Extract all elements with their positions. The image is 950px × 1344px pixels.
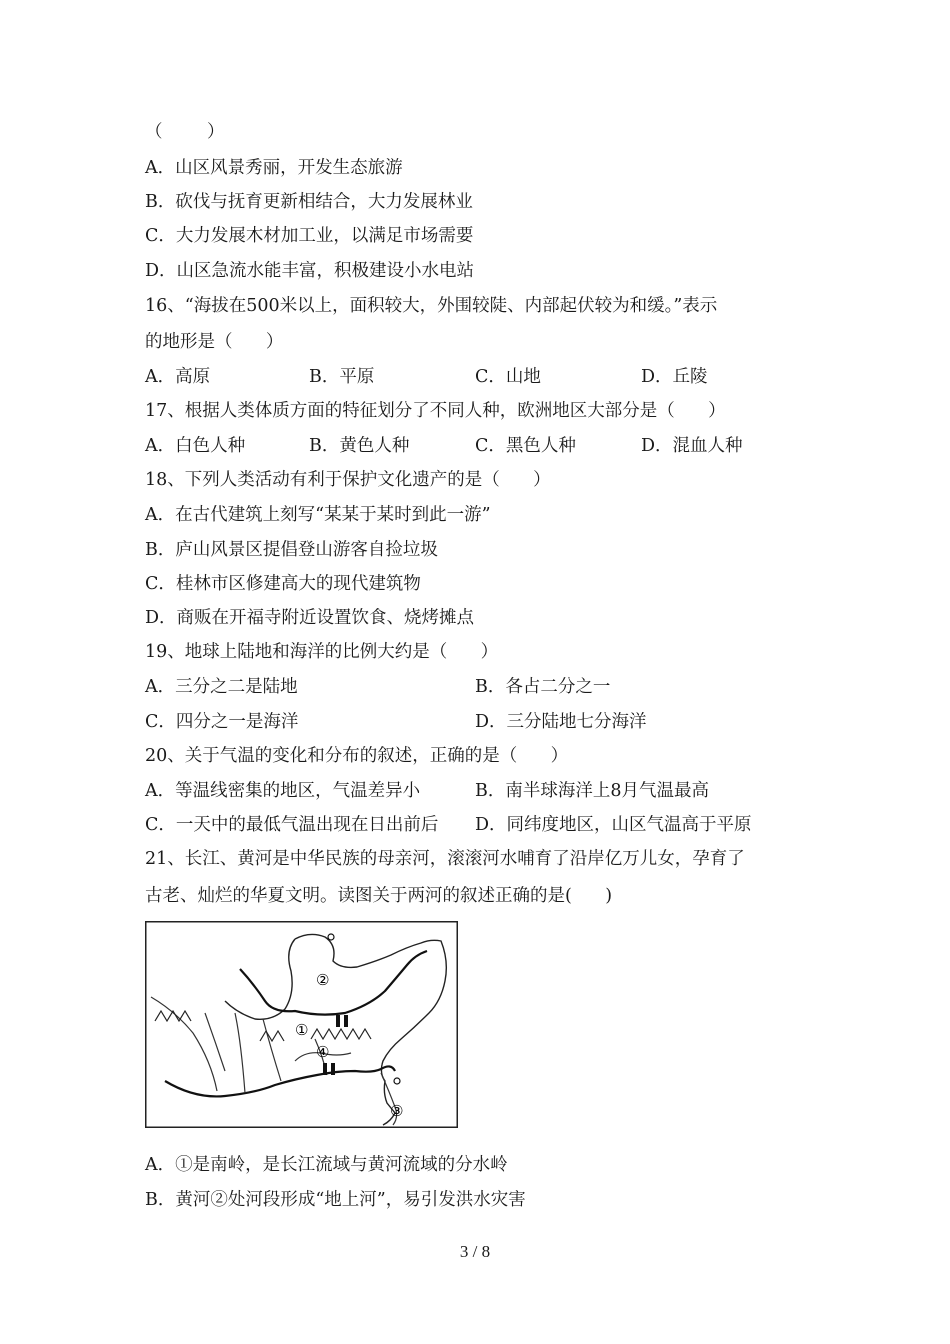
dam-marker: [331, 1063, 335, 1075]
q16-option-a: A．高原: [145, 367, 211, 387]
q19-option-b: B．各占二分之一: [475, 677, 611, 697]
q15-option-d: D．山区急流水能丰富，积极建设小水电站: [145, 261, 475, 281]
q19-option-d: D．三分陆地七分海洋: [475, 712, 647, 732]
q16-stem-line1: 16、“海拔在500米以上，面积较大，外围较陡、内部起伏较为和缓。”表示: [145, 296, 718, 316]
answer-bracket: （ ）: [145, 122, 225, 142]
q17-stem: 17、根据人类体质方面的特征划分了不同人种，欧洲地区大部分是（ ）: [145, 401, 726, 421]
q18-option-d: D．商贩在开福寺附近设置饮食、烧烤摊点: [145, 608, 475, 628]
map-label-4: ④: [316, 1043, 330, 1061]
q15-option-c: C．大力发展木材加工业，以满足市场需要: [145, 226, 474, 246]
page-number: 3 / 8: [459, 1242, 491, 1261]
q18-stem: 18、下列人类活动有利于保护文化遗产的是（ ）: [145, 470, 551, 490]
river-source-marker: [328, 934, 334, 940]
q17-option-c: C．黑色人种: [475, 436, 576, 456]
river-mouth-marker: [394, 1078, 400, 1084]
q20-option-c: C．一天中的最低气温出现在日出前后: [145, 815, 439, 835]
q17-option-d: D．混血人种: [641, 436, 743, 456]
dam-marker: [336, 1015, 340, 1027]
q17-option-a: A．白色人种: [145, 436, 246, 456]
q16-stem-line2: 的地形是（ ）: [145, 332, 284, 352]
q16-option-b: B．平原: [309, 367, 375, 387]
q18-option-b: B．庐山风景区提倡登山游客自捡垃圾: [145, 540, 438, 560]
q20-option-b: B．南半球海洋上8月气温最高: [475, 781, 709, 801]
map-label-3: ③: [390, 1102, 404, 1120]
q20-option-a: A．等温线密集的地区，气温差异小: [145, 781, 421, 801]
dam-marker: [344, 1015, 348, 1027]
river-map: [145, 921, 458, 1128]
q19-stem: 19、地球上陆地和海洋的比例大约是（ ）: [145, 642, 499, 662]
q21-option-b: B．黄河②处河段形成“地上河”，易引发洪水灾害: [145, 1190, 526, 1210]
q15-option-a: A．山区风景秀丽，开发生态旅游: [145, 158, 403, 178]
q21-stem-line1: 21、长江、黄河是中华民族的母亲河，滚滚河水哺育了沿岸亿万儿女，孕育了: [145, 849, 745, 869]
map-label-1: ①: [295, 1021, 309, 1039]
q21-option-a: A．①是南岭，是长江流域与黄河流域的分水岭: [145, 1155, 508, 1175]
dam-marker: [323, 1063, 327, 1075]
map-label-2: ②: [316, 971, 330, 989]
q19-option-c: C．四分之一是海洋: [145, 712, 299, 732]
q19-option-a: A．三分之二是陆地: [145, 677, 298, 697]
q16-option-d: D．丘陵: [641, 367, 708, 387]
q20-option-d: D．同纬度地区，山区气温高于平原: [475, 815, 752, 835]
q21-stem-line2: 古老、灿烂的华夏文明。读图关于两河的叙述正确的是( ): [145, 886, 613, 906]
q16-option-c: C．山地: [475, 367, 541, 387]
q18-option-c: C．桂林市区修建高大的现代建筑物: [145, 574, 421, 594]
q17-option-b: B．黄色人种: [309, 436, 410, 456]
q15-option-b: B．砍伐与抚育更新相结合，大力发展林业: [145, 192, 473, 212]
q20-stem: 20、关于气温的变化和分布的叙述，正确的是（ ）: [145, 746, 569, 766]
q18-option-a: A．在古代建筑上刻写“某某于某时到此一游”: [145, 505, 491, 525]
